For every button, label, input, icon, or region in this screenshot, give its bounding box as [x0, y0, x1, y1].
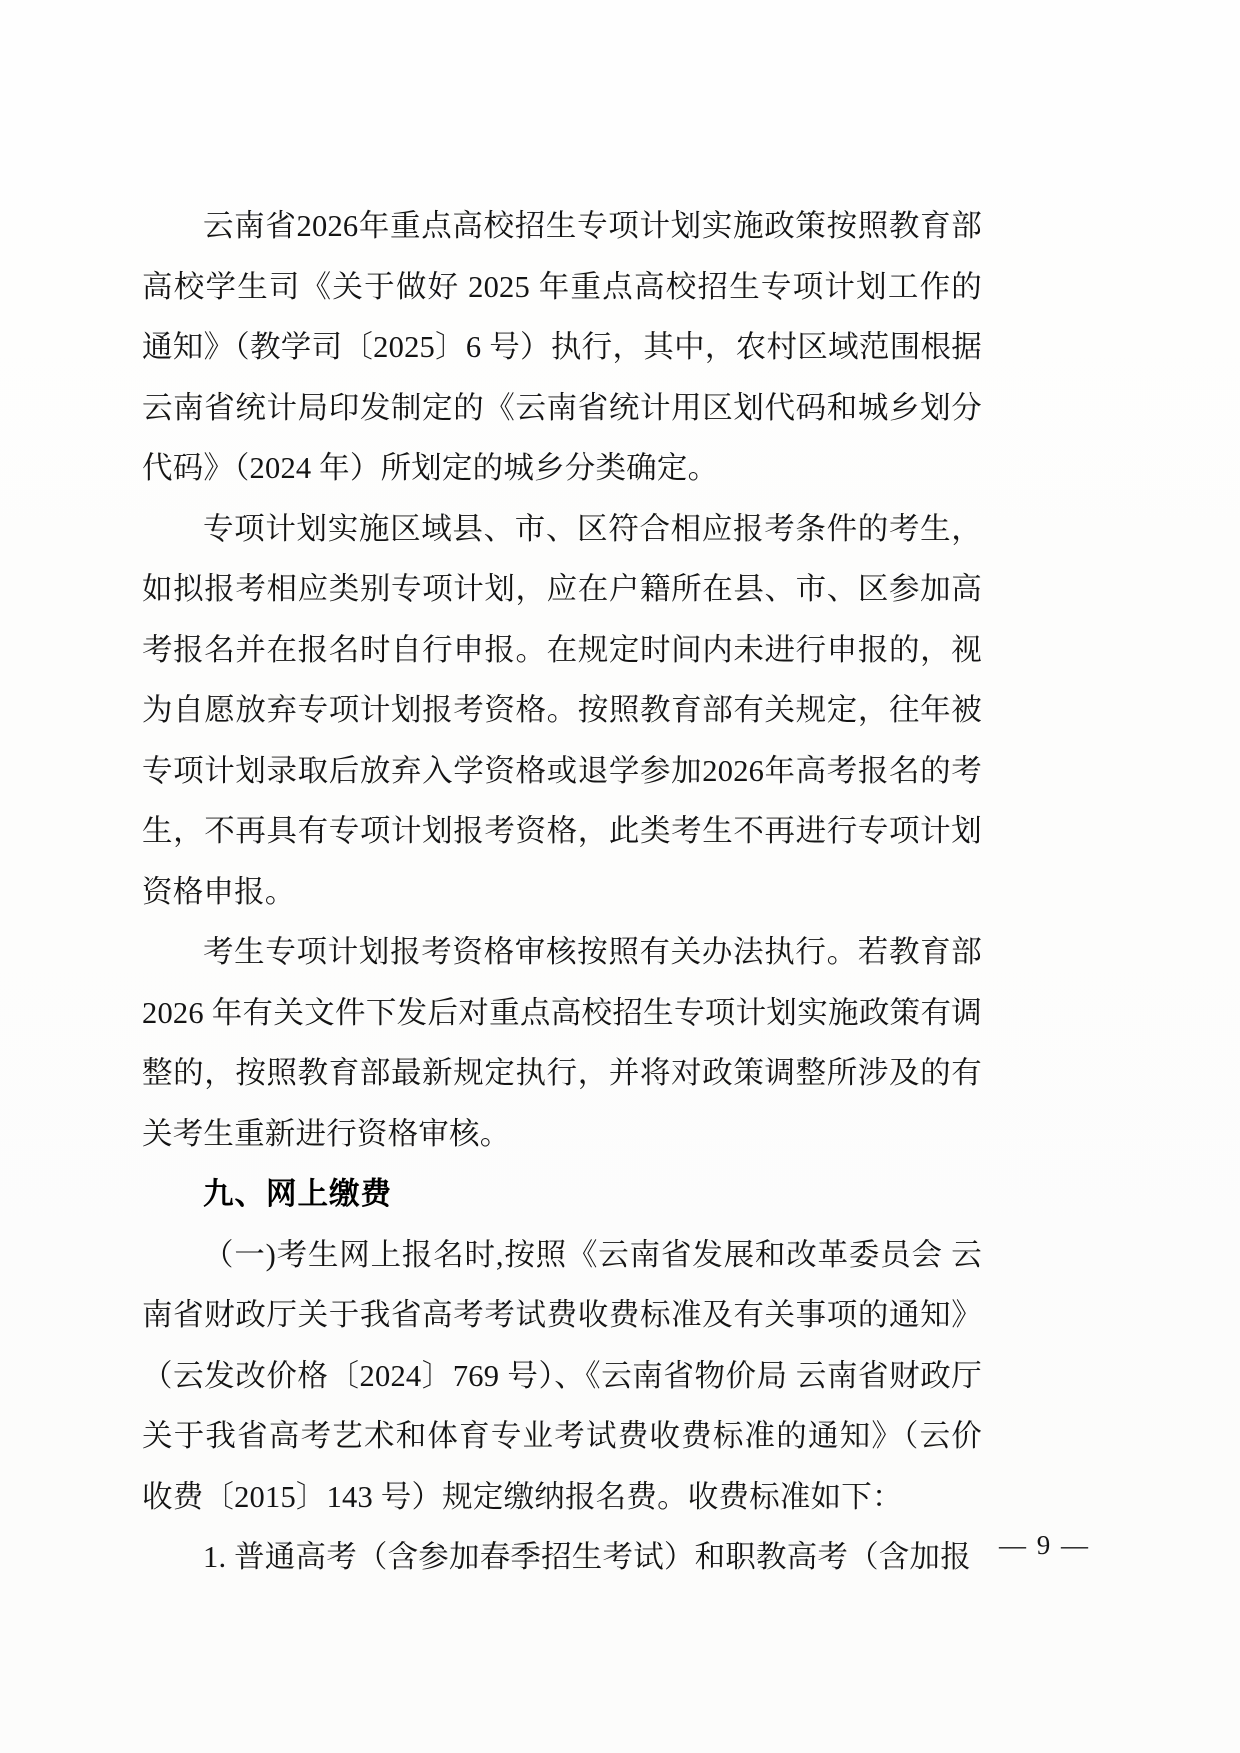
page-body-content — [142, 196, 982, 1588]
paragraph-payment-basis: （一)考生网上报名时,按照《云南省发展和改革委员会 云南省财政厅关于我省高考考试费收费标准及有关事项的通知》（云发改价格〔2024〕769 号）、《云南省物价局 云南省财政厅关于我省高考艺术和体育专业考试费收费标准的通知》（云价收费〔2015〕143 号）规定缴纳报名费。收费标准如下： — [142, 1237, 982, 1514]
paragraph-special-plan-policy: 云南省2026年重点高校招生专项计划实施政策按照教育部高校学生司《关于做好 2025 年重点高校招生专项计划工作的通知》（教学司〔2025〕6 号）执行，其中，农村区域范围根据云南省统计局印发制定的《云南省统计用区划代码和城乡划分代码》（2024 年）所划定的城乡分类确定。 — [142, 209, 982, 485]
list-item-fee-standard-1: 1. 普通高考（含参加春季招生考试）和职教高考（含加报 — [203, 1540, 971, 1574]
section-heading-online-payment: 九、网上缴费 — [203, 1177, 392, 1211]
paragraph-qualification-review: 考生专项计划报考资格审核按照有关办法执行。若教育部2026 年有关文件下发后对重点高校招生专项计划实施政策有调整的，按照教育部最新规定执行，并将对政策调整所涉及的有关考生重新进行资格审核。 — [142, 935, 982, 1151]
page-number: — 9 — — [999, 1530, 1090, 1560]
paragraph-declaration-rules: 专项计划实施区域县、市、区符合相应报考条件的考生，如拟报考相应类别专项计划，应在户籍所在县、市、区参加高考报名并在报名时自行申报。在规定时间内未进行申报的，视为自愿放弃专项计划报考资格。按照教育部有关规定，往年被专项计划录取后放弃入学资格或退学参加2026年高考报名的考生，不再具有专项计划报考资格，此类考生不再进行专项计划资格申报。 — [142, 511, 982, 909]
